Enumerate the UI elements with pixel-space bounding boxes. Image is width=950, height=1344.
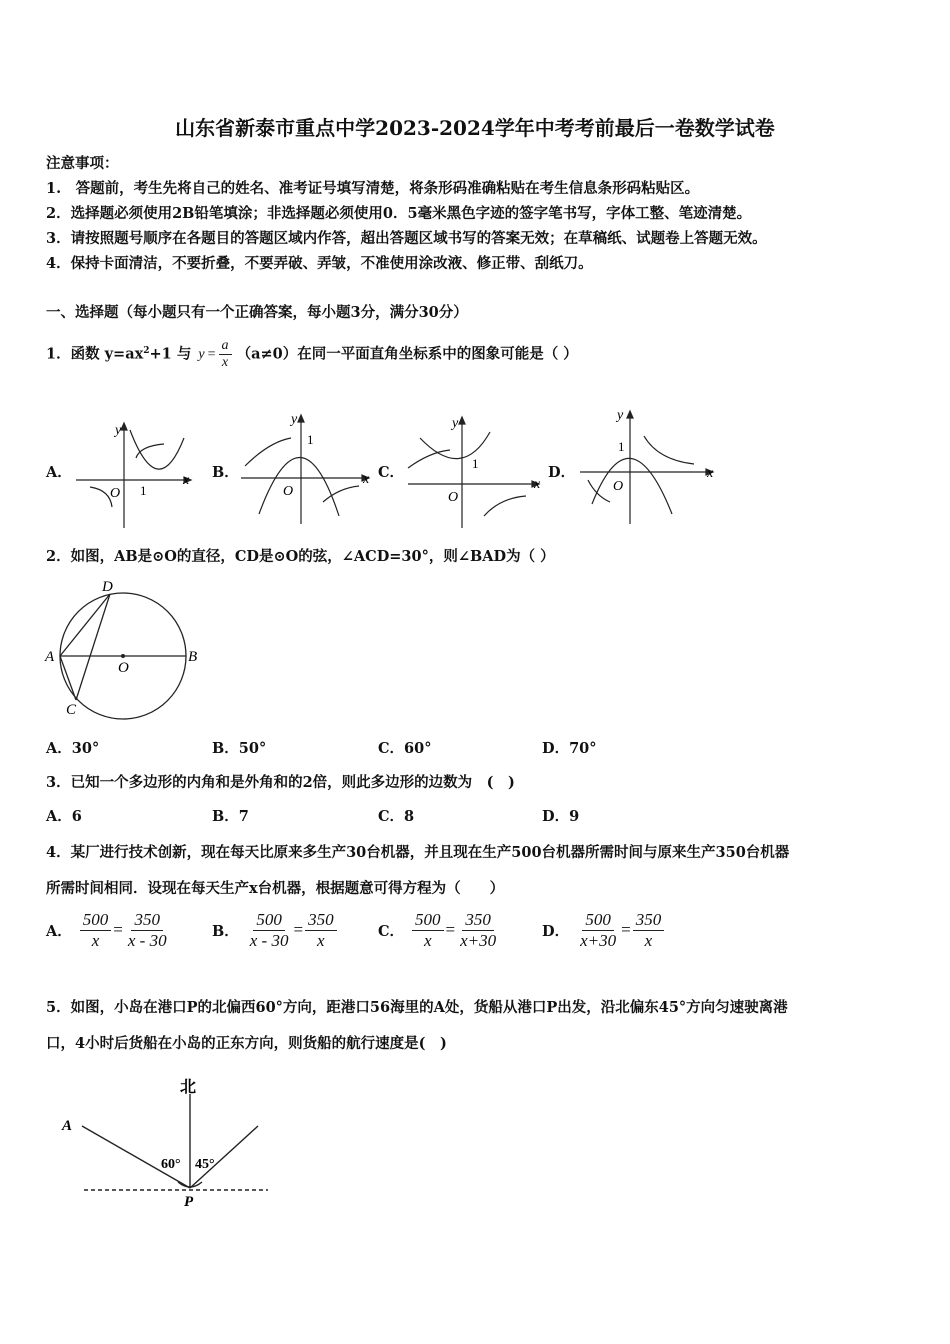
q2-option-b: B．50° <box>212 740 267 757</box>
notice-heading: 注意事项： <box>46 155 119 172</box>
section-heading: 一、选择题（每小题只有一个正确答案，每小题3分，满分30分） <box>46 304 468 321</box>
one-label: 1 <box>140 483 147 498</box>
question-1 <box>46 338 578 371</box>
label-a: A <box>62 1118 73 1134</box>
y-label: y <box>115 423 122 438</box>
label-b: B <box>188 649 198 665</box>
notice-item-2: 2．选择题必须使用2B铅笔填涂；非选择题必须使用0．5毫米黑色字迹的签字笔书写，字体工整、笔迹清楚。 <box>46 205 752 222</box>
question-3: 3．已知一个多边形的内角和是外角和的2倍，则此多边形的边数为 ( ) <box>46 774 515 791</box>
q1-graph-d <box>574 402 724 528</box>
q4-option-b: B． $\frac{500}{x - 30}$ = $\frac{350}{x}$ <box>212 910 337 950</box>
svg-text:O: O <box>448 490 459 505</box>
q3-option-c: C．8 <box>378 808 415 825</box>
question-5-line-2: 口，4小时后货船在小岛的正东方向，则货船的航行速度是( ) <box>46 1035 447 1052</box>
origin-label: O <box>110 486 121 501</box>
svg-text:x: x <box>534 477 541 492</box>
label-o: O <box>118 660 129 676</box>
y-arrow <box>121 423 127 430</box>
question-5-line-1: 5．如图，小岛在港口P的北偏西60°方向，距港口56海里的A处，货船从港口P出发，沿北偏东45°方向匀速驶离港 <box>46 999 788 1016</box>
svg-text:1: 1 <box>307 432 314 447</box>
q4-option-c: C． $\frac{500}{x}$ = $\frac{350}{x+30}$ <box>378 910 497 950</box>
q1-option-d-label: D． <box>548 464 576 481</box>
svg-text:x: x <box>707 466 714 481</box>
q1-option-b-label: B． <box>212 464 239 481</box>
q4-option-d: D． $\frac{500}{x+30}$ = $\frac{350}{x}$ <box>542 910 664 950</box>
chord-ac <box>60 656 76 700</box>
chord-cd <box>76 594 110 700</box>
q2-circle-diagram <box>40 578 210 723</box>
hyperbola-branch-left <box>90 487 112 507</box>
svg-text:y: y <box>617 408 624 423</box>
hyperbola-branch-right <box>136 444 164 458</box>
page-title: 山东省新泰市重点中学2023-2024学年中考考前最后一卷数学试卷 <box>175 116 775 140</box>
q3-option-b: B．7 <box>212 808 249 825</box>
angle-45-label: 45° <box>195 1157 215 1172</box>
question-2: 2．如图，AB是⊙O的直径，CD是⊙O的弦，∠ACD=30°，则∠BAD为（ ） <box>46 548 555 565</box>
q3-option-a: A．6 <box>46 808 82 825</box>
q1-denominator: x <box>221 355 229 371</box>
q2-option-a: A．30° <box>46 740 100 757</box>
question-4-line-1: 4．某厂进行技术创新，现在每天比原来多生产30台机器，并且现在生产500台机器所需时间与原来生产350台机器 <box>46 844 790 861</box>
q1-numerator: a <box>219 338 232 355</box>
q1-y: y <box>198 346 205 362</box>
q1-suffix: （a≠0）在同一平面直角坐标系中的图象可能是（ ） <box>236 345 578 363</box>
question-4-line-2: 所需时间相同．设现在每天生产x台机器，根据题意可得方程为（ ） <box>46 880 505 897</box>
label-p: P <box>184 1194 194 1210</box>
q1-graph-c <box>402 410 547 532</box>
q4-option-a: A． $\frac{500}{x}$ = $\frac{350}{x - 30}$ <box>46 910 167 950</box>
q1-inverse-function <box>198 338 231 371</box>
x-label: x <box>183 473 190 488</box>
label-a: A <box>45 649 55 665</box>
q2-option-d: D．70° <box>542 740 597 757</box>
angle-60-label: 60° <box>161 1157 181 1172</box>
q5-bearing-diagram <box>58 1070 278 1215</box>
center-point <box>121 654 125 658</box>
q1-eq: = <box>207 346 216 362</box>
notice-item-4: 4．保持卡面清洁，不要折叠，不要弄破、弄皱，不准使用涂改液、修正带、刮纸刀。 <box>46 255 593 272</box>
svg-text:y: y <box>452 416 459 431</box>
label-d: D <box>102 579 113 595</box>
svg-text:O: O <box>283 484 294 499</box>
svg-text:x: x <box>363 472 370 487</box>
notice-item-3: 3．请按照题号顺序在各题目的答题区域内作答，超出答题区域书写的答案无效；在草稿纸、试题卷上答题无效。 <box>46 230 767 247</box>
q1-graph-b <box>235 406 375 528</box>
north-label: 北 <box>180 1079 197 1096</box>
svg-text:y: y <box>291 412 298 427</box>
parabola <box>130 430 184 469</box>
svg-text:1: 1 <box>472 456 479 471</box>
q1-sup: 2 <box>143 345 150 356</box>
q1-option-a-label: A． <box>46 464 72 481</box>
label-c: C <box>66 702 77 718</box>
svg-text:O: O <box>613 479 624 494</box>
svg-text:1: 1 <box>618 439 625 454</box>
q1-prefix: 1．函数 y=ax <box>46 345 144 363</box>
q1-graph-a <box>72 416 197 532</box>
q1-option-c-label: C． <box>378 464 405 481</box>
q3-option-d: D．9 <box>542 808 580 825</box>
q1-mid: +1 与 <box>149 345 192 363</box>
notice-item-1: 1. 答题前，考生先将自己的姓名、准考证号填写清楚，将条形码准确粘贴在考生信息条形码粘贴区。 <box>46 180 700 197</box>
q2-option-c: C．60° <box>378 740 432 757</box>
